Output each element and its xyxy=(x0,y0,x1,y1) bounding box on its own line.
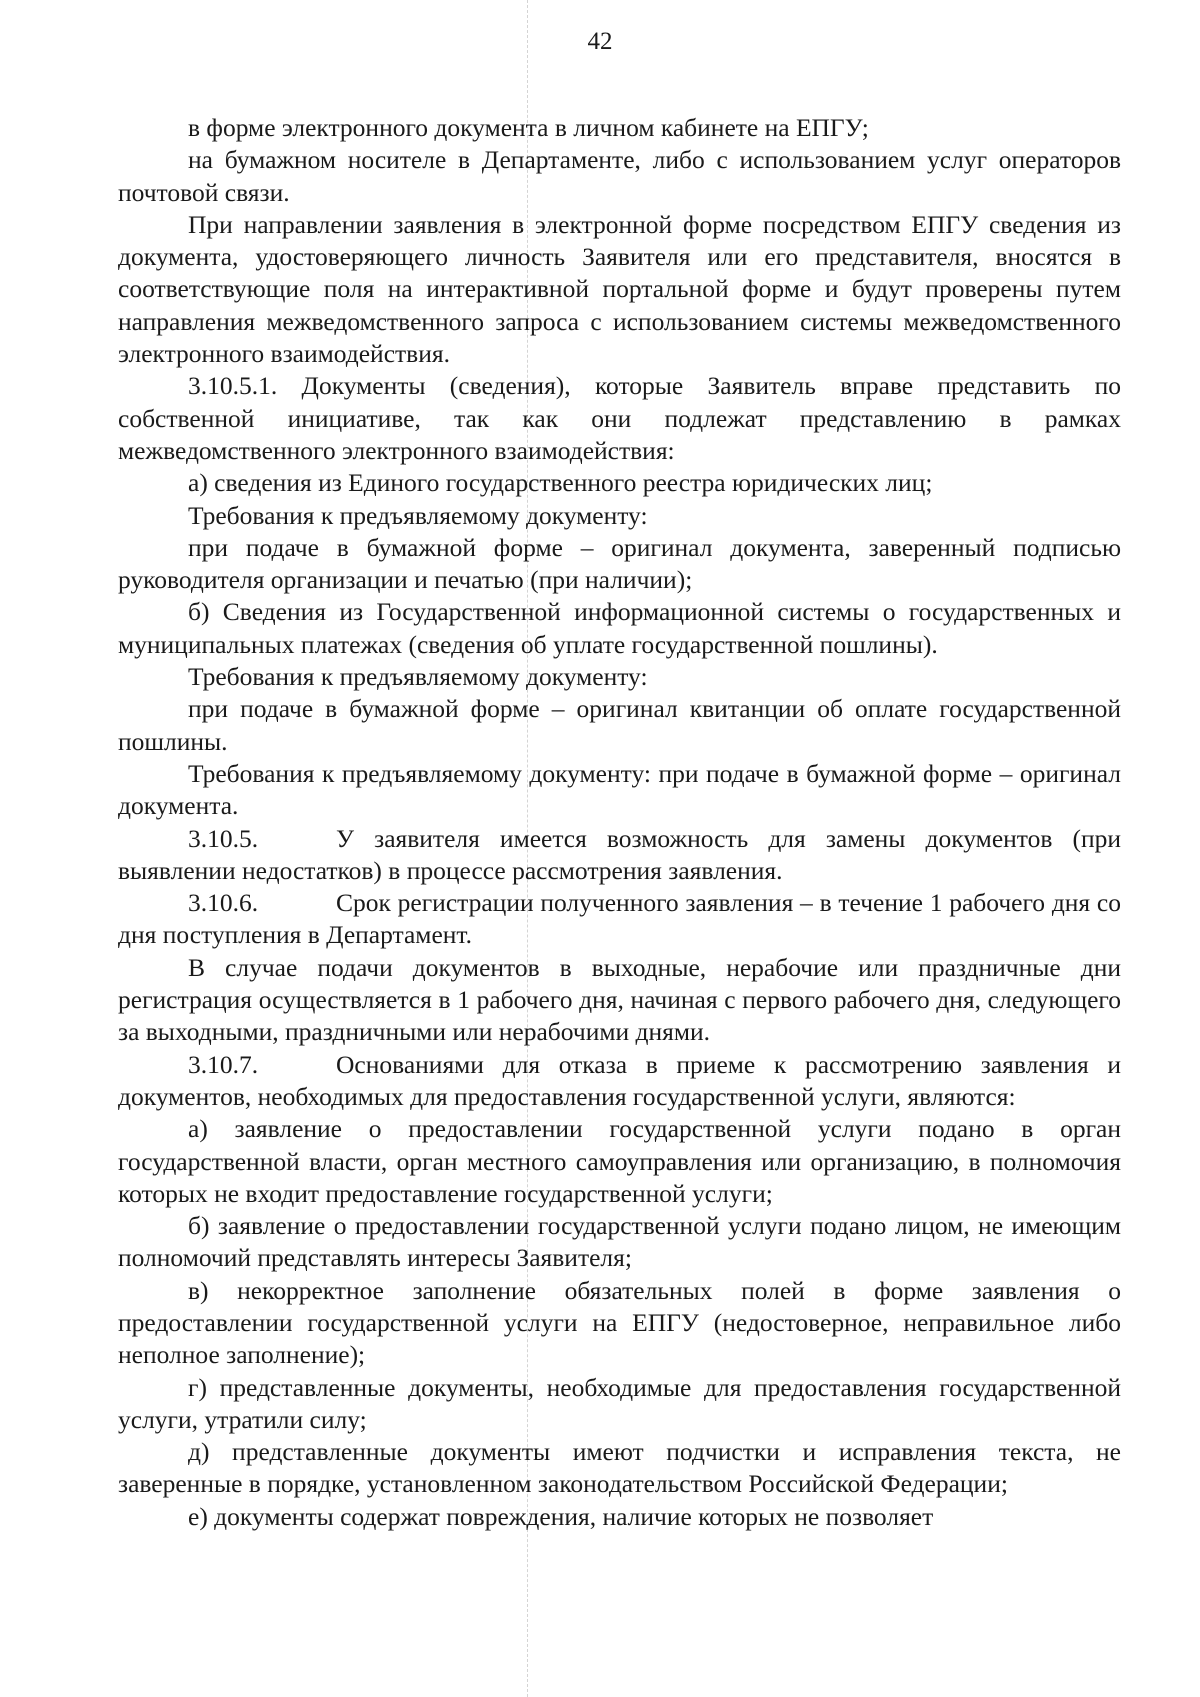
paragraph: на бумажном носителе в Департаменте, либо с использованием услуг операторов почтовой связи. xyxy=(118,145,1121,207)
page-number: 42 xyxy=(587,28,613,55)
numbered-paragraph xyxy=(118,1049,1121,1114)
ground-item: б) заявление о предоставлении государственной услуги подано лицом, не имеющим полномочий представлять интересы Заявителя; xyxy=(118,1211,1121,1273)
paragraph: При направлении заявления в электронной форме посредством ЕПГУ сведения из документа, удостоверяющего личность Заявителя или его представителя, вносятся в соответствующие поля на интерактивной портальной форме и будут проверены путем направления межведомственного запроса с использованием системы межведомственного электронного взаимодействия. xyxy=(118,209,1121,369)
ground-item: г) представленные документы, необходимые для предоставления государственной услуги, утратили силу; xyxy=(118,1372,1121,1434)
paragraph: при подаче в бумажной форме – оригинал документа, заверенный подписью руководителя организации и печатью (при наличии); xyxy=(118,532,1121,595)
numbered-paragraph xyxy=(118,823,1121,888)
paragraph: В случае подачи документов в выходные, нерабочие или праздничные дни регистрация осуществляется в 1 рабочего дня, начиная с первого рабочего дня, следующего за выходными, праздничными или нерабочими днями. xyxy=(118,952,1121,1047)
ground-item: а) заявление о предоставлении государственной услуги подано в орган государственной власти, орган местного самоуправления или организацию, в полномочия которых не входит предоставление государственной услуги; xyxy=(118,1114,1121,1208)
clause-number: 3.10.6. xyxy=(188,888,259,918)
numbered-paragraph xyxy=(118,887,1121,952)
clause-text: Срок регистрации полученного заявления – в течение 1 рабочего дня со дня поступления в Департамент. xyxy=(118,888,1121,950)
clause-text: У заявителя имеется возможность для замены документов (при выявлении недостатков) в процессе рассмотрения заявления. xyxy=(118,823,1121,885)
paragraph: в форме электронного документа в личном кабинете на ЕПГУ; xyxy=(188,113,869,142)
paragraph: Требования к предъявляемому документу: при подаче в бумажной форме – оригинал документа. xyxy=(118,758,1121,821)
document-body xyxy=(118,112,1121,1533)
paragraph: Требования к предъявляемому документу: xyxy=(188,500,648,530)
paragraph: при подаче в бумажной форме – оригинал квитанции об оплате государственной пошлины. xyxy=(118,694,1121,756)
paragraph: Требования к предъявляемому документу: xyxy=(188,662,648,692)
paragraph: 3.10.5.1. Документы (сведения), которые Заявитель вправе представить по собственной инициативе, так как они подлежат представлению в рамках межведомственного электронного взаимодействия: xyxy=(118,371,1121,465)
paragraph: а) сведения из Единого государственного реестра юридических лиц; xyxy=(188,468,933,498)
paragraph: б) Сведения из Государственной информационной системы о государственных и муниципальных платежах (сведения об уплате государственной пошлины). xyxy=(118,597,1121,659)
clause-text: Основаниями для отказа в приеме к рассмотрению заявления и документов, необходимых для предоставления государственной услуги, являются: xyxy=(118,1049,1121,1111)
ground-item: в) некорректное заполнение обязательных полей в форме заявления о предоставлении государственной услуги на ЕПГУ (недостоверное, неправильное либо неполное заполнение); xyxy=(118,1275,1121,1370)
ground-item: е) документы содержат повреждения, наличие которых не позволяет xyxy=(188,1501,934,1531)
ground-item: д) представленные документы имеют подчистки и исправления текста, не заверенные в порядке, установленном законодательством Российской Федерации; xyxy=(118,1437,1121,1499)
clause-number: 3.10.5. xyxy=(188,823,259,853)
clause-number: 3.10.7. xyxy=(188,1049,259,1079)
